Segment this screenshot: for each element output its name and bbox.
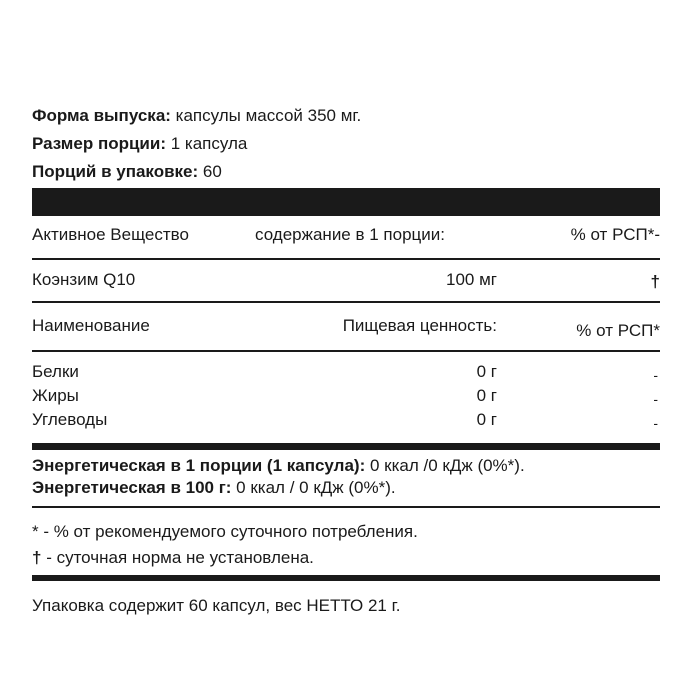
nutrient-value-proteins: 0 г (476, 362, 497, 381)
nutrition-col-name-header: Наименование (32, 316, 150, 335)
active-col-rsp-header: % от РСП*- (570, 225, 660, 244)
serving-size-line (32, 134, 247, 154)
servings-per-package-value: 60 (198, 162, 222, 181)
package-contents: Упаковка содержит 60 капсул, вес НЕТТО 21 г. (32, 596, 401, 615)
serving-size-value: 1 капсула (166, 134, 248, 153)
release-form-value: капсулы массой 350 мг. (170, 106, 362, 125)
energy-per-100g-label: Энергетическая в 100 г: (32, 478, 232, 497)
nutrient-value-carbs: 0 г (476, 410, 497, 429)
servings-per-package-label: Порций в упаковке: (32, 162, 199, 181)
medium-divider (32, 575, 660, 581)
servings-per-package-line (32, 162, 222, 182)
divider (32, 506, 660, 508)
divider (32, 258, 660, 260)
dagger-text: - суточная норма не установлена. (41, 548, 314, 567)
active-row-name: Коэнзим Q10 (32, 270, 136, 289)
active-row-rsp: † (650, 272, 660, 291)
footnote-dagger (32, 548, 314, 568)
energy-per-100g-line (32, 478, 396, 498)
energy-per-serving-label: Энергетическая в 1 порции (1 капсула): (32, 456, 366, 475)
active-row-amount: 100 мг (446, 270, 497, 289)
energy-per-serving-value: 0 ккал /0 кДж (0%*). (365, 456, 525, 475)
nutrition-col-value-header: Пищевая ценность: (342, 316, 497, 335)
release-form-line (32, 106, 361, 126)
nutrient-rsp-fats: - (653, 391, 658, 407)
nutrient-rsp-carbs: - (653, 415, 658, 431)
supplement-facts-label (32, 0, 660, 700)
active-col-name-header: Активное Вещество (32, 225, 189, 244)
energy-per-100g-value: 0 ккал / 0 кДж (0%*). (231, 478, 396, 497)
thick-divider (32, 188, 660, 216)
energy-per-serving-line (32, 456, 525, 476)
divider (32, 301, 660, 303)
nutrient-name-proteins: Белки (32, 362, 79, 381)
serving-size-label: Размер порции: (32, 134, 166, 153)
nutrient-name-carbs: Углеводы (32, 410, 108, 429)
active-col-amount-header: содержание в 1 порции: (255, 225, 445, 244)
release-form-label: Форма выпуска: (32, 106, 171, 125)
nutrient-rsp-proteins: - (653, 367, 658, 383)
footnote-star: * - % от рекомендуемого суточного потребления. (32, 522, 418, 541)
divider (32, 350, 660, 352)
nutrition-col-rsp-header: % от РСП* (576, 321, 660, 340)
dagger-symbol: † (32, 548, 42, 567)
medium-divider (32, 443, 660, 450)
nutrient-name-fats: Жиры (32, 386, 79, 405)
nutrient-value-fats: 0 г (476, 386, 497, 405)
